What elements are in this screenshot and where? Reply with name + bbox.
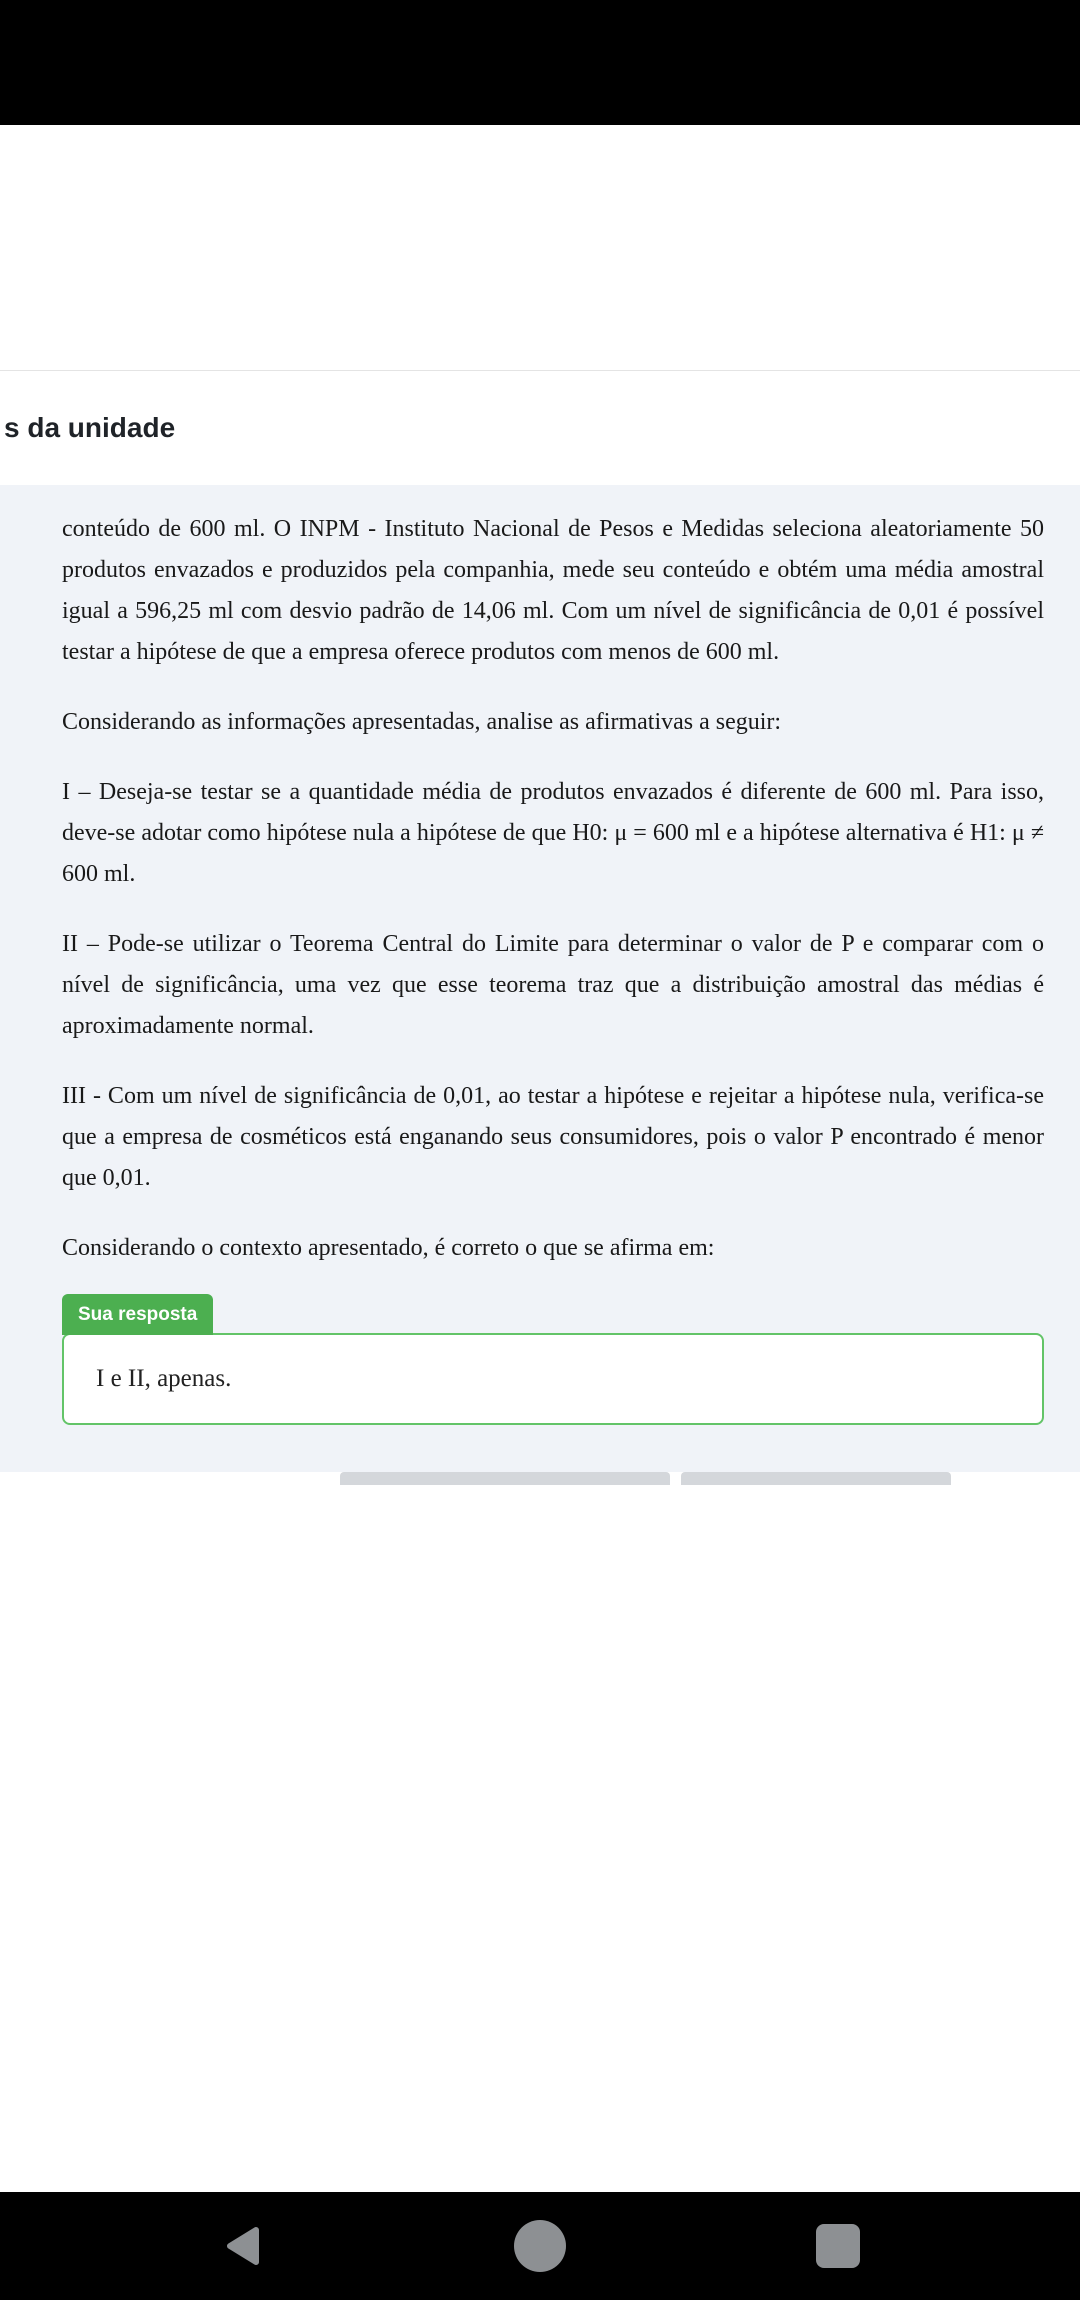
back-icon[interactable]	[220, 2222, 264, 2270]
question-paragraph: Considerando as informações apresentadas, analise as afirmativas a seguir:	[62, 709, 782, 735]
page-title: s da unidade	[4, 412, 176, 443]
question-paragraph: III - Com um nível de significância de 0,01, ao testar a hipótese e rejeitar a hipótese nula, verifica-se que a empresa de cosméticos está enganando seus consumidores, pois o valor P encontrado é menor que 0,01.	[62, 1083, 1044, 1191]
android-nav-bar	[0, 2192, 1080, 2300]
question-text	[62, 509, 1044, 1269]
question-paragraph: I – Deseja-se testar se a quantidade média de produtos envazados é diferente de 600 ml. Para isso, deve-se adotar como hipótese nula a hipótese de que H0: μ = 600 ml e a hipótese alternativa é H1: μ ≠ 600 ml.	[62, 779, 1044, 887]
question-card	[0, 485, 1080, 1472]
answer-block	[62, 1294, 1044, 1425]
recents-icon[interactable]	[816, 2224, 860, 2268]
status-bar	[0, 0, 1080, 125]
answer-badge: Sua resposta	[62, 1294, 213, 1335]
question-paragraph: II – Pode-se utilizar o Teorema Central do Limite para determinar o valor de P e comparar com o nível de significância, uma vez que esse teorema traz que a distribuição amostral das médias é aproximadamente normal.	[62, 931, 1044, 1039]
question-paragraph: conteúdo de 600 ml. O INPM - Instituto Nacional de Pesos e Medidas seleciona aleatoriamente 50 produtos envazados e produzidos pela companhia, mede seu conteúdo e obtém uma média amostral igual a 596,25 ml com desvio padrão de 14,06 ml. Com um nível de significância de 0,01 é possível testar a hipótese de que a empresa oferece produtos com menos de 600 ml.	[62, 516, 1044, 665]
question-paragraph: Considerando o contexto apresentado, é correto o que se afirma em:	[62, 1235, 715, 1261]
selected-answer-box[interactable]	[62, 1333, 1044, 1425]
home-icon[interactable]	[514, 2220, 566, 2272]
partial-button-left[interactable]	[340, 1472, 670, 1485]
selected-answer-text: I e II, apenas.	[96, 1365, 232, 1392]
partial-button-right[interactable]	[681, 1472, 951, 1485]
section-header	[0, 370, 1080, 485]
